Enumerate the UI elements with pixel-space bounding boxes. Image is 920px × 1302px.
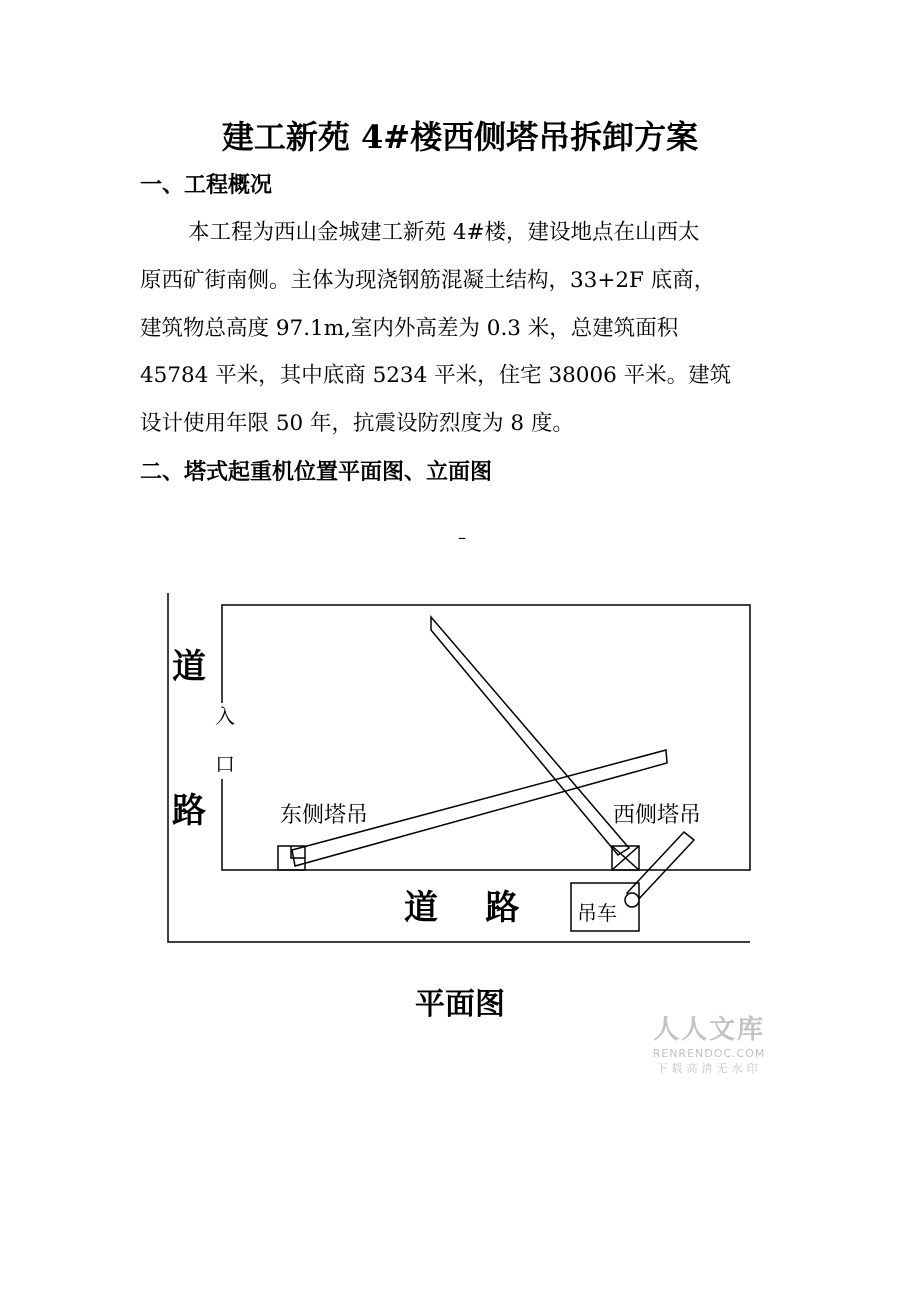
watermark-brand: 人人文库 xyxy=(652,1015,765,1045)
west-crane-jib xyxy=(431,617,629,855)
entrance-label-1: 入 xyxy=(215,704,235,728)
diagram-caption: 平面图 xyxy=(415,987,505,1022)
building-outline xyxy=(222,605,750,870)
road-label-left-bottom: 路 xyxy=(172,791,206,831)
body-line-1: 本工程为西山金城建工新苑 4#楼，建设地点在山西太 xyxy=(188,220,700,245)
section-heading-crane-plan: 二、塔式起重机位置平面图、立面图 xyxy=(140,460,493,485)
entrance-label-2: 口 xyxy=(215,752,235,776)
watermark-domain: RENRENDOC.COM xyxy=(652,1047,766,1060)
body-line-3: 建筑物总高度 97.1m,室内外高差为 0.3 米，总建筑面积 xyxy=(140,316,679,341)
body-line-2: 原西矿街南侧。主体为现浇钢筋混凝土结构，33+2F 底商， xyxy=(140,268,716,293)
document-title: 建工新苑 4#楼西侧塔吊拆卸方案 xyxy=(221,118,699,156)
body-line-4: 45784 平米，其中底商 5234 平米，住宅 38006 平米。建筑 xyxy=(140,363,732,388)
watermark-slogan: 下载高清无水印 xyxy=(656,1062,762,1075)
west-crane-label: 西侧塔吊 xyxy=(613,803,702,828)
road-label-left-top: 道 xyxy=(172,647,206,687)
road-label-bottom: 道 路 xyxy=(404,888,520,928)
truck-label: 吊车 xyxy=(577,901,617,925)
east-crane-label: 东侧塔吊 xyxy=(280,803,369,828)
watermark xyxy=(640,1014,778,1076)
truck-boom xyxy=(627,832,694,902)
dash-mark: – xyxy=(458,528,466,547)
body-line-5: 设计使用年限 50 年，抗震设防烈度为 8 度。 xyxy=(140,411,574,436)
section-heading-overview: 一、工程概况 xyxy=(140,173,273,198)
truck-boom-pivot xyxy=(625,893,639,907)
